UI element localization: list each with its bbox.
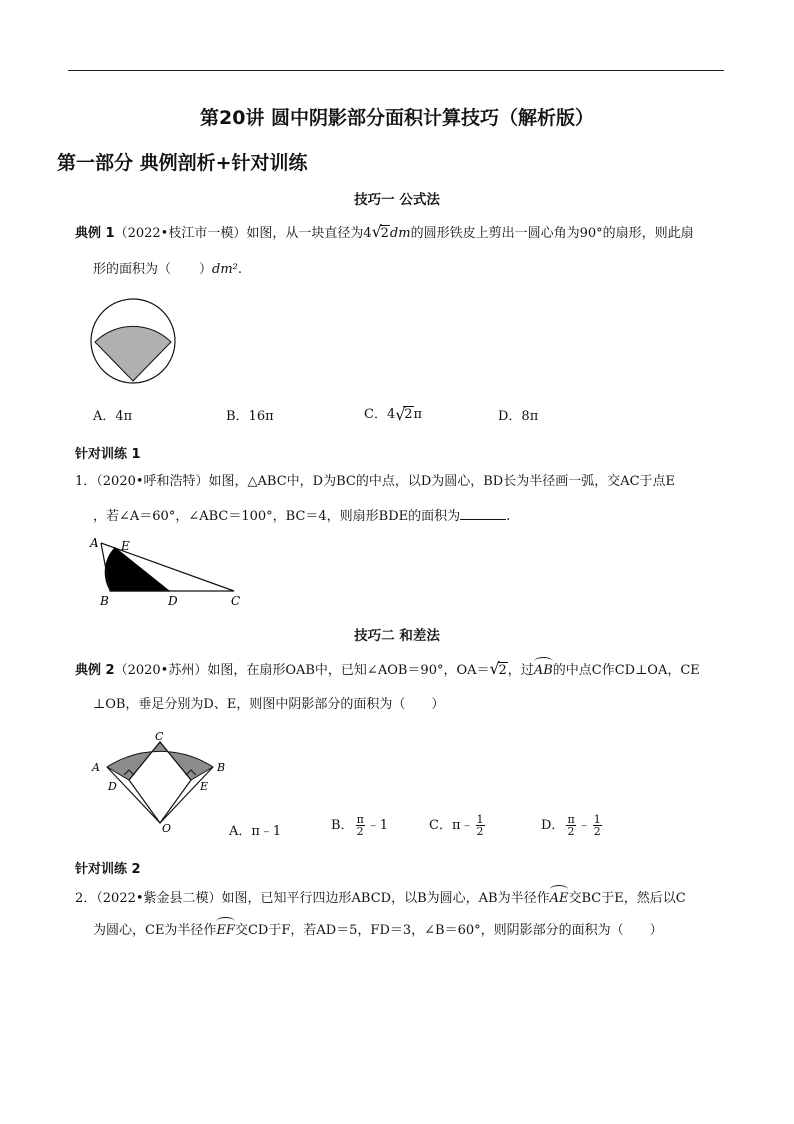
answer-blank	[460, 507, 506, 520]
sqrt-symbol: √ 2	[371, 222, 389, 241]
arc-ab: AB	[533, 663, 553, 678]
svg-text:D: D	[108, 780, 117, 793]
example2-line2: ⊥OB，垂足分别为D、E，则图中阴影部分的面积为（ ）	[93, 697, 445, 712]
arc-ae: AE	[549, 891, 569, 906]
label-b: B	[100, 594, 109, 608]
training1-line2: ，若∠A＝60°，∠ABC＝100°，BC＝4，则扇形BDE的面积为 .	[93, 509, 511, 524]
technique2-title: 技巧二 和差法	[354, 628, 440, 644]
example2-option-a: A．π﹣1	[229, 824, 282, 839]
label-c: C	[231, 594, 241, 608]
example2-option-c: C．π﹣ $\frac{1}{2}$	[429, 813, 484, 838]
svg-text:B: B	[217, 761, 226, 774]
svg-text:A: A	[92, 761, 100, 774]
training2-line2: 为圆心，CE为半径作EF交CD于F，若AD＝5，FD＝3，∠B＝60°，则阴影部分的面积为（ ）	[93, 923, 663, 938]
example1-figure	[88, 298, 178, 388]
example1-option-d: D．8π	[498, 409, 539, 424]
example2-figure	[90, 730, 240, 835]
example2-option-d: D． $\frac{\pi}{2}$ ﹣ $\frac{1}{2}$	[541, 813, 601, 838]
label-a: A	[90, 536, 99, 550]
part-title: 第一部分 典例剖析+针对训练	[57, 152, 308, 174]
training1-title: 针对训练 1	[75, 447, 141, 462]
svg-text:C: C	[155, 730, 164, 743]
header-rule	[68, 70, 724, 71]
page-title: 第20讲 圆中阴影部分面积计算技巧（解析版）	[199, 107, 595, 129]
svg-text:E: E	[200, 780, 209, 793]
example1-line1: 典例 1（2022•枝江市一模）如图，从一块直径为4 √ 2dm的圆形铁皮上剪出一圆心角为90°的扇形，则此扇	[75, 222, 694, 241]
arc-ef: EF	[216, 923, 235, 938]
label-d: D	[168, 594, 178, 608]
training2-title: 针对训练 2	[75, 862, 141, 877]
example1-option-a: A．4π	[93, 409, 133, 424]
svg-text:O: O	[162, 822, 172, 835]
example2-option-b: B． $\frac{\pi}{2}$ ﹣1	[331, 813, 389, 838]
example1-option-b: B．16π	[226, 409, 274, 424]
example1-option-c: C．4 √ 2π	[364, 405, 423, 424]
example2-line1: 典例 2（2020•苏州）如图，在扇形OAB中，已知∠AOB＝90°，OA＝ √ 2，过AB的中点C作CD⊥OA，CE	[75, 659, 700, 678]
training1-figure	[85, 533, 250, 608]
training1-line1: 1．（2020•呼和浩特）如图，△ABC中，D为BC的中点，以D为圆心，BD长为半径画一弧，交AC于点E	[75, 474, 676, 489]
example1-line2: 形的面积为（ ）dm².	[93, 262, 243, 277]
training2-line1: 2．（2022•紫金县二模）如图，已知平行四边形ABCD，以B为圆心，AB为半径作AE交BC于E，然后以C	[75, 891, 686, 906]
technique1-title: 技巧一 公式法	[354, 192, 440, 208]
label-e: E	[121, 539, 130, 553]
